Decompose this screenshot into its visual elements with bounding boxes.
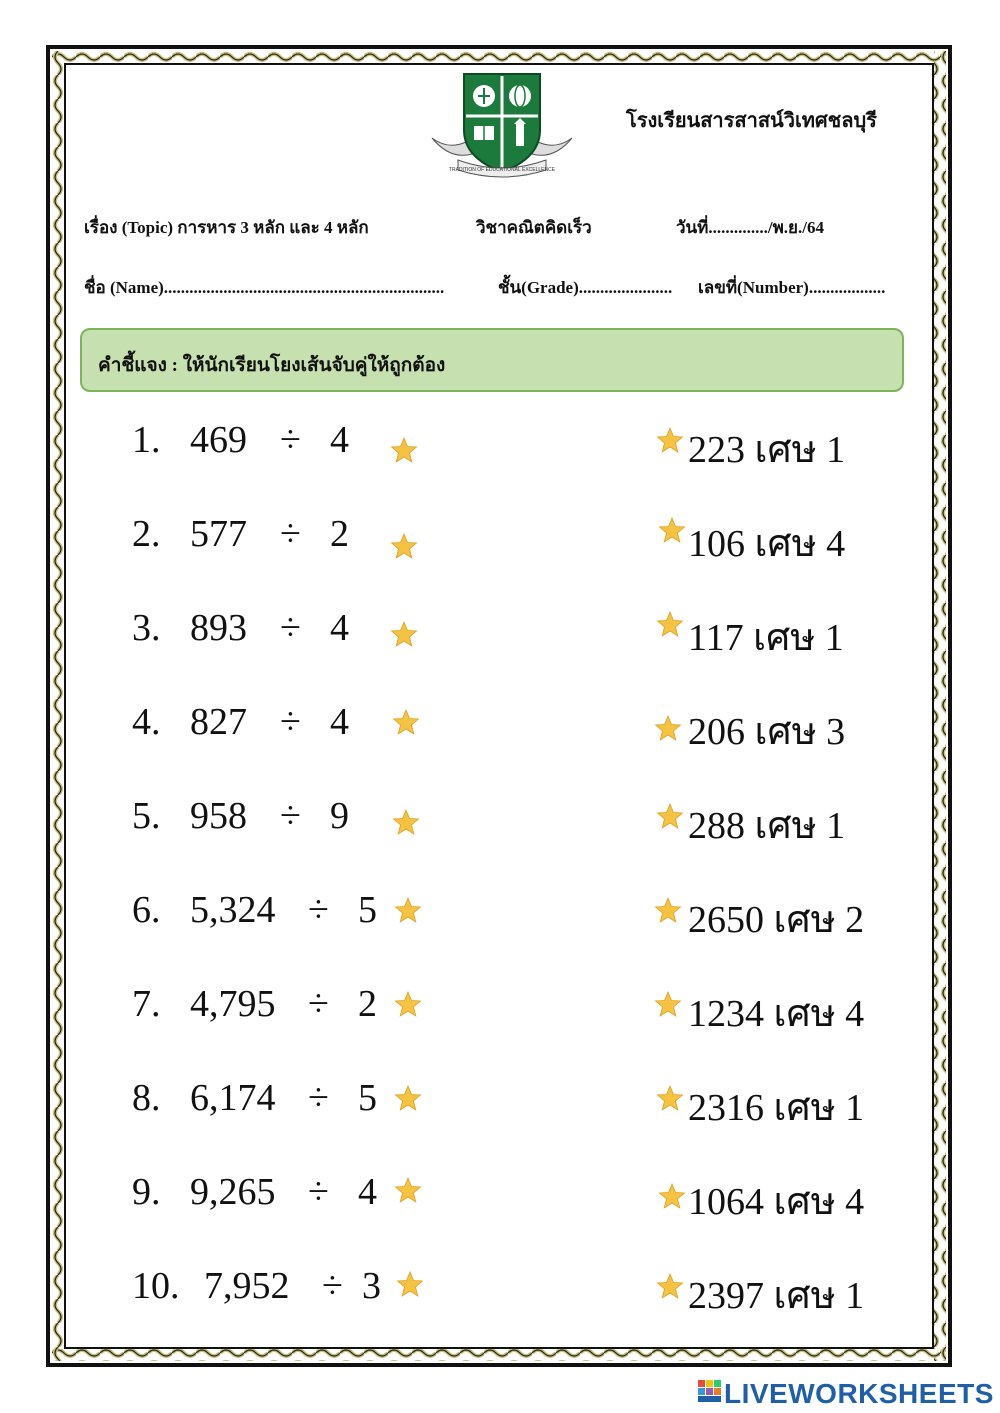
answer-option: 1234 เศษ 4: [688, 993, 865, 1035]
answer-option: 223 เศษ 1: [688, 429, 846, 471]
divide-sign: ÷: [280, 513, 301, 555]
divisor: 5: [358, 889, 377, 931]
divisor: 5: [358, 1077, 377, 1119]
problem-number: 1.: [132, 419, 161, 461]
liveworksheets-logo-icon: [698, 1378, 722, 1404]
school-name: โรงเรียนสารสาสน์วิเทศชลบุรี: [626, 110, 877, 132]
right-match-star-icon[interactable]: [654, 714, 682, 742]
problem-number: 8.: [132, 1077, 161, 1119]
answer-option: 106 เศษ 4: [688, 523, 846, 565]
divisor: 2: [330, 513, 349, 555]
dividend: 958: [190, 795, 247, 837]
left-match-star-icon[interactable]: [392, 808, 420, 836]
right-match-star-icon[interactable]: [658, 516, 686, 544]
school-crest-icon: [428, 72, 576, 180]
problem-number: 7.: [132, 983, 161, 1025]
topic-label: เรื่อง (Topic) การหาร 3 หลัก และ 4 หลัก: [84, 218, 369, 237]
left-match-star-icon[interactable]: [390, 436, 418, 464]
crest-banner-text: TRADITION OF EDUCATIONAL EXCELLENCE: [448, 167, 556, 173]
left-match-star-icon[interactable]: [394, 1084, 422, 1112]
right-match-star-icon[interactable]: [656, 426, 684, 454]
divide-sign: ÷: [308, 1171, 329, 1213]
divisor: 3: [362, 1265, 381, 1307]
brand-text: LIVEWORKSHEETS: [724, 1378, 994, 1409]
instruction-text: คำชี้แจง : ให้นักเรียนโยงเส้นจับคู่ให้ถูกต้อง: [98, 355, 446, 376]
left-match-star-icon[interactable]: [392, 708, 420, 736]
match-row: [0, 1170, 1000, 1230]
divisor: 2: [358, 983, 377, 1025]
divide-sign: ÷: [280, 419, 301, 461]
answer-option: 117 เศษ 1: [688, 617, 844, 659]
left-match-star-icon[interactable]: [394, 896, 422, 924]
dividend: 5,324: [190, 889, 276, 931]
grade-field[interactable]: ชั้น(Grade)......................: [498, 278, 673, 297]
dividend: 4,795: [190, 983, 276, 1025]
divide-sign: ÷: [280, 795, 301, 837]
match-row: [0, 1264, 1000, 1324]
divide-sign: ÷: [308, 889, 329, 931]
match-row: [0, 794, 1000, 854]
dividend: 7,952: [204, 1265, 290, 1307]
divisor: 4: [358, 1171, 377, 1213]
problem-number: 2.: [132, 513, 161, 555]
instruction-box: [80, 328, 904, 392]
problem-number: 6.: [132, 889, 161, 931]
divide-sign: ÷: [308, 983, 329, 1025]
dividend: 577: [190, 513, 247, 555]
answer-option: 288 เศษ 1: [688, 805, 846, 847]
divisor: 9: [330, 795, 349, 837]
problem-number: 5.: [132, 795, 161, 837]
problem-number: 3.: [132, 607, 161, 649]
divisor: 4: [330, 419, 349, 461]
match-row: [0, 888, 1000, 948]
name-field[interactable]: ชื่อ (Name)..................................................................: [84, 278, 445, 297]
divisor: 4: [330, 701, 349, 743]
dividend: 6,174: [190, 1077, 276, 1119]
match-row: [0, 512, 1000, 572]
right-match-star-icon[interactable]: [656, 1084, 684, 1112]
number-field[interactable]: เลขที่(Number)..................: [698, 278, 886, 297]
liveworksheets-brand: [698, 1378, 994, 1409]
divisor: 4: [330, 607, 349, 649]
divide-sign: ÷: [280, 701, 301, 743]
right-match-star-icon[interactable]: [656, 1272, 684, 1300]
right-match-star-icon[interactable]: [654, 990, 682, 1018]
problem-number: 9.: [132, 1171, 161, 1213]
right-match-star-icon[interactable]: [656, 802, 684, 830]
dividend: 827: [190, 701, 247, 743]
dividend: 893: [190, 607, 247, 649]
match-row: [0, 982, 1000, 1042]
left-match-star-icon[interactable]: [394, 990, 422, 1018]
left-match-star-icon[interactable]: [390, 532, 418, 560]
left-match-star-icon[interactable]: [390, 620, 418, 648]
answer-option: 2316 เศษ 1: [688, 1087, 865, 1129]
right-match-star-icon[interactable]: [654, 896, 682, 924]
dividend: 9,265: [190, 1171, 276, 1213]
match-row: [0, 700, 1000, 760]
date-field[interactable]: วันที่............../พ.ย./64: [676, 218, 824, 237]
divide-sign: ÷: [308, 1077, 329, 1119]
right-match-star-icon[interactable]: [658, 1182, 686, 1210]
match-row: [0, 606, 1000, 666]
problem-number: 4.: [132, 701, 161, 743]
answer-option: 2650 เศษ 2: [688, 899, 865, 941]
match-row: [0, 418, 1000, 478]
answer-option: 1064 เศษ 4: [688, 1181, 865, 1223]
divide-sign: ÷: [322, 1265, 343, 1307]
answer-option: 2397 เศษ 1: [688, 1275, 865, 1317]
dividend: 469: [190, 419, 247, 461]
divide-sign: ÷: [280, 607, 301, 649]
subject-label: วิชาคณิตคิดเร็ว: [476, 218, 592, 237]
match-row: [0, 1076, 1000, 1136]
left-match-star-icon[interactable]: [396, 1270, 424, 1298]
problem-number: 10.: [132, 1265, 180, 1307]
left-match-star-icon[interactable]: [394, 1176, 422, 1204]
answer-option: 206 เศษ 3: [688, 711, 846, 753]
right-match-star-icon[interactable]: [656, 610, 684, 638]
